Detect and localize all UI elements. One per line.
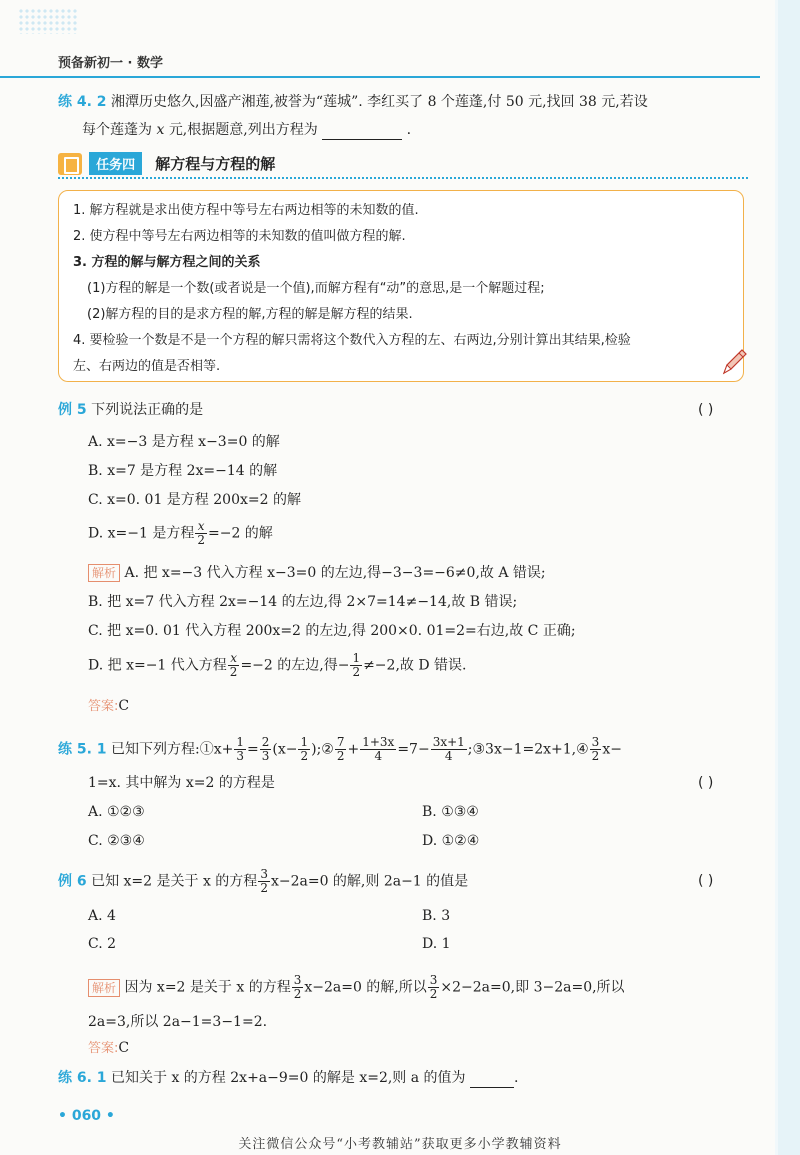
denominator: 2 (591, 749, 600, 763)
option-text: =−2 的解 (207, 525, 273, 542)
analysis-tag: 解析 (88, 979, 120, 997)
knowledge-point-3a: (1)方程的解是一个数(或者说是一个值),而解方程有“动”的意思,是一个解题过程; (87, 281, 545, 296)
exercise-text: 每个莲蓬为 (82, 122, 152, 138)
equation-text: (x− (272, 741, 298, 758)
option-b: B. 3 (422, 908, 451, 924)
equation-text: + (347, 741, 360, 758)
numerator: 3 (293, 973, 302, 987)
denominator: 2 (229, 665, 238, 679)
fraction (590, 736, 602, 763)
example-label: 例 6 (58, 873, 87, 890)
denominator: 2 (197, 533, 205, 547)
denominator: 2 (352, 665, 361, 679)
denominator: 4 (374, 749, 383, 763)
fraction (350, 652, 362, 679)
option-b: B. x=7 是方程 2x=−14 的解 (88, 463, 278, 479)
solution-text: =−2 的左边,得− (240, 657, 350, 674)
footer-note: 关注微信公众号“小考教辅站”获取更多小学教辅资料 (238, 1137, 562, 1152)
example-5-answer (88, 696, 129, 717)
example-6-answer (88, 1038, 129, 1059)
solution-b: B. 把 x=7 代入方程 2x=−14 的左边,得 2×7=14≠−14,故 B 错误; (88, 594, 518, 610)
exercise-5-1-line2: 1=x. 其中解为 x=2 的方程是 (88, 775, 275, 791)
page-edge-bar (778, 0, 800, 1155)
fraction (258, 868, 270, 895)
exercise-label: 练 6. 1 (58, 1070, 107, 1086)
fraction (428, 974, 440, 1001)
exercise-4-2-line1 (58, 92, 648, 112)
knowledge-box (58, 190, 744, 382)
fraction (292, 974, 304, 1001)
equation-text: );② (311, 741, 334, 758)
knowledge-point-1: 1. 解方程就是求出使方程中等号左右两边相等的未知数的值. (73, 203, 419, 218)
page-number: • 060 • (58, 1108, 115, 1124)
numerator: 7 (336, 735, 345, 749)
solution-text: 因为 x=2 是关于 x 的方程 (124, 979, 291, 996)
example-6-solution-line2: 2a=3,所以 2a−1=3−1=2. (88, 1014, 268, 1030)
fraction (360, 736, 396, 763)
pencil-icon (718, 347, 748, 377)
fraction (195, 520, 207, 547)
solution-text: A. 把 x=−3 代入方程 x−3=0 的左边,得−3−3=−6≠0,故 A 错误; (124, 565, 546, 581)
numerator: 1 (236, 735, 244, 749)
option-d: D. ①②④ (422, 833, 480, 849)
answer-blank[interactable] (470, 1071, 514, 1088)
page-header: 预备新初一 · 数学 (58, 56, 163, 71)
answer-paren[interactable]: ( ) (698, 402, 714, 418)
fraction (431, 736, 467, 763)
task-heading (58, 152, 275, 176)
numerator: 1+3x (362, 735, 395, 749)
period: . (406, 122, 412, 138)
numerator: 3 (591, 735, 600, 749)
exercise-6-1 (58, 1068, 518, 1088)
denominator: 2 (429, 987, 438, 1001)
analysis-tag: 解析 (88, 564, 120, 582)
knowledge-point-4a: 4. 要检验一个数是不是一个方程的解只需将这个数代入方程的左、右两边,分别计算出其结果,检验 (73, 333, 631, 348)
header-line (0, 76, 760, 78)
option-a: A. x=−3 是方程 x−3=0 的解 (88, 434, 280, 450)
solution-text: ≠−2,故 D 错误. (363, 657, 467, 674)
answer-label: 答案: (88, 1041, 119, 1056)
answer-value: C (118, 1040, 130, 1056)
question-text: 下列说法正确的是 (91, 402, 204, 418)
option-c: C. 2 (88, 936, 117, 952)
denominator: 2 (300, 749, 309, 763)
knowledge-point-3b: (2)解方程的目的是求方程的解,方程的解是解方程的结果. (87, 307, 413, 322)
example-6-solution-line1 (88, 974, 625, 1001)
numerator: 3 (429, 973, 438, 987)
option-a: A. ①②③ (88, 804, 145, 820)
corner-dots (18, 8, 78, 34)
fraction (298, 736, 310, 763)
question-text: x−2a=0 的解,则 2a−1 的值是 (270, 873, 469, 890)
numerator: 3x+1 (432, 735, 465, 749)
numerator: 2 (261, 735, 270, 749)
knowledge-point-3: 3. 方程的解与解方程之间的关系 (73, 255, 261, 270)
denominator: 2 (260, 881, 268, 895)
equation-text: = (247, 741, 259, 758)
answer-label: 答案: (88, 699, 119, 714)
task-label: 任务四 (89, 152, 142, 175)
example-label: 例 5 (58, 402, 87, 418)
example-5-question (58, 400, 203, 420)
answer-paren[interactable]: ( ) (698, 873, 714, 889)
exercise-text: 湘潭历史悠久,因盛产湘莲,被誉为“莲城”. 李红买了 8 个莲蓬,付 50 元,找回 38 元,若设 (111, 94, 648, 110)
equation-text: 已知下列方程:①x+ (111, 741, 234, 758)
exercise-4-2-line2 (82, 120, 411, 140)
solution-c: C. 把 x=0. 01 代入方程 200x=2 的左边,得 200×0. 01=2=右边,故 C 正确; (88, 623, 576, 639)
numerator: 1 (300, 735, 309, 749)
knowledge-point-4b: 左、右两边的值是否相等. (73, 359, 221, 374)
exercise-label: 练 5. 1 (58, 741, 107, 758)
option-text: D. x=−1 是方程 (88, 525, 195, 542)
solution-text: ×2−2a=0,即 3−2a=0,所以 (440, 979, 625, 996)
fraction (234, 736, 246, 763)
exercise-text: 已知关于 x 的方程 2x+a−9=0 的解是 x=2,则 a 的值为 (111, 1070, 466, 1086)
denominator: 3 (261, 749, 270, 763)
numerator: 3 (260, 867, 268, 881)
example-6-question (58, 868, 468, 895)
option-b: B. ①③④ (422, 804, 479, 820)
denominator: 2 (293, 987, 302, 1001)
option-a: A. 4 (88, 908, 116, 924)
option-c: C. x=0. 01 是方程 200x=2 的解 (88, 492, 301, 508)
numerator: x (195, 520, 207, 534)
exercise-5-1-line1 (58, 736, 622, 763)
knowledge-point-2: 2. 使方程中等号左右两边相等的未知数的值叫做方程的解. (73, 229, 406, 244)
numerator: x (228, 652, 240, 666)
denominator: 2 (336, 749, 345, 763)
fraction (335, 736, 347, 763)
page-edge-bar-inner (775, 0, 778, 1155)
fraction (228, 652, 240, 679)
answer-value: C (118, 698, 130, 714)
question-text: 已知 x=2 是关于 x 的方程 (91, 873, 258, 890)
answer-paren[interactable]: ( ) (698, 775, 714, 791)
answer-blank[interactable] (322, 123, 402, 140)
equation-text: x− (602, 741, 622, 758)
denominator: 4 (444, 749, 453, 763)
period: . (514, 1070, 519, 1086)
exercise-text: 元,根据题意,列出方程为 (168, 122, 318, 138)
option-d (88, 520, 273, 547)
option-d: D. 1 (422, 936, 451, 952)
notebook-icon (58, 153, 82, 175)
equation-text: ;③3x−1=2x+1,④ (467, 741, 589, 758)
solution-text: D. 把 x=−1 代入方程 (88, 657, 227, 674)
task-divider (58, 177, 748, 181)
solution-d (88, 652, 466, 679)
option-c: C. ②③④ (88, 833, 145, 849)
solution-text: x−2a=0 的解,所以 (304, 979, 427, 996)
equation-text: =7− (397, 741, 430, 758)
fraction (260, 736, 272, 763)
solution-a (88, 563, 546, 583)
numerator: 1 (352, 651, 361, 665)
task-title: 解方程与方程的解 (155, 155, 276, 173)
exercise-label: 练 4. 2 (58, 94, 107, 110)
variable: x (156, 122, 165, 138)
denominator: 3 (236, 749, 244, 763)
